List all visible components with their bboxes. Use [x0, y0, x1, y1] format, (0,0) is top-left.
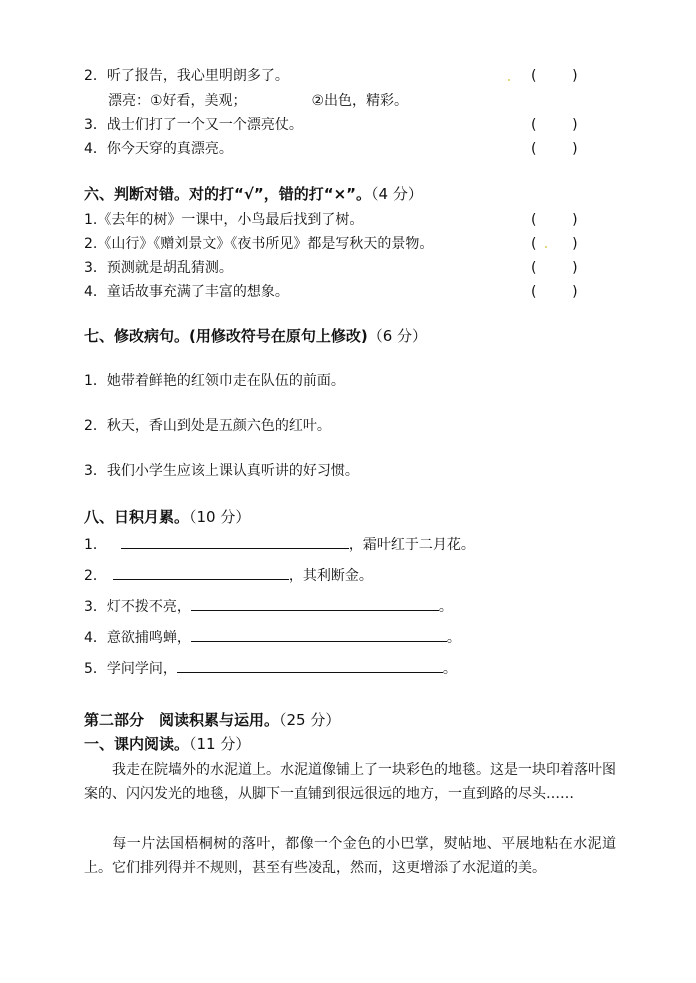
- answer-bracket: ( ): [531, 260, 578, 276]
- fill-item-5: [84, 658, 457, 679]
- answer-blank[interactable]: [191, 627, 447, 642]
- word-definition: [108, 91, 408, 111]
- answer-bracket: ( ): [531, 212, 578, 228]
- fill-item-1-number: 1．: [84, 537, 107, 553]
- question-item-2: 2．听了报告，我心里明朗多了。: [84, 68, 289, 84]
- answer-bracket: ( ): [531, 284, 578, 300]
- reading-paragraph-2: [84, 832, 616, 880]
- section-6-title: 六、判断对错。对的打“√”，错的打“×”。: [84, 185, 372, 203]
- section-6-heading: [84, 183, 423, 205]
- judge-item-1: 1.《去年的树》一课中，小鸟最后找到了树。: [84, 212, 364, 228]
- sentence-item-3: 3．我们小学生应该上课认真听讲的好习惯。: [84, 463, 359, 479]
- answer-bracket: ( ): [531, 68, 578, 84]
- section-6-points: （4 分）: [371, 185, 423, 203]
- reading-paragraph-2-text: 每一片法国梧桐树的落叶，都像一个金色的小巴掌，熨帖地、平展地粘在水泥道上。它们排列得并不规则，甚至有些凌乱，然而，这更增添了水泥道的美。: [84, 836, 616, 876]
- answer-blank[interactable]: [191, 596, 439, 611]
- section-8-heading: [84, 506, 250, 528]
- part-2-heading: [84, 709, 340, 731]
- question-item-4: 4．你今天穿的真漂亮。: [84, 141, 233, 157]
- definition-part-2: ②出色，精彩。: [311, 93, 409, 109]
- question-item-3: 3．战士们打了一个又一个漂亮仗。: [84, 117, 303, 133]
- scan-speck: [508, 79, 510, 81]
- section-7-title: 七、修改病句。(用修改符号在原句上修改): [84, 327, 368, 345]
- fill-item-5-text: 5．学问学问，: [84, 661, 177, 677]
- fill-item-1-text: ，霜叶红于二月花。: [348, 537, 475, 553]
- reading-paragraph-1-text: 我走在院墙外的水泥道上。水泥道像铺上了一块彩色的地毯。这是一块印着落叶图案的、闪闪发光的地毯，从脚下一直铺到很远很远的地方，一直到路的尽头……: [84, 762, 616, 802]
- section-7-points: （6 分）: [367, 327, 428, 345]
- reading-subheading: [84, 733, 250, 755]
- section-8-points: （10 分）: [189, 508, 251, 526]
- reading-points: （11 分）: [189, 735, 251, 753]
- judge-item-4: 4．童话故事充满了丰富的想象。: [84, 284, 289, 300]
- fill-item-3-text: 3．灯不拨不亮，: [84, 599, 191, 615]
- fill-item-2: [84, 565, 373, 586]
- end-mark: 。: [442, 661, 457, 677]
- answer-bracket: ( ): [531, 117, 578, 133]
- fill-item-4-text: 4．意欲捕鸣蝉，: [84, 630, 191, 646]
- part-2-title: 第二部分 阅读积累与运用。: [84, 711, 280, 729]
- reading-paragraph-1: [84, 758, 616, 806]
- part-2-points: （25 分）: [279, 711, 341, 729]
- fill-item-1: [84, 534, 475, 555]
- answer-blank[interactable]: [113, 565, 289, 580]
- fill-item-4: [84, 627, 461, 648]
- reading-title: 一、课内阅读。: [84, 735, 190, 753]
- fill-item-2-text: ，其利断金。: [288, 568, 373, 584]
- fill-item-2-number: 2．: [84, 568, 107, 584]
- section-7-heading: [84, 325, 427, 347]
- sentence-item-1: 1．她带着鲜艳的红领巾走在队伍的前面。: [84, 373, 345, 389]
- end-mark: 。: [438, 599, 453, 615]
- end-mark: 。: [446, 630, 461, 646]
- judge-item-2: 2.《山行》《赠刘景文》《夜书所见》都是写秋天的景物。: [84, 236, 434, 252]
- answer-bracket: ( ): [531, 141, 578, 157]
- answer-blank[interactable]: [177, 658, 443, 673]
- definition-part-1: 漂亮：①好看，美观；: [108, 93, 247, 109]
- judge-item-3: 3．预测就是胡乱猜测。: [84, 260, 233, 276]
- section-8-title: 八、日积月累。: [84, 508, 190, 526]
- fill-item-3: [84, 596, 453, 617]
- sentence-item-2: 2．秋天，香山到处是五颜六色的红叶。: [84, 418, 331, 434]
- answer-blank[interactable]: [121, 534, 349, 549]
- answer-bracket: ( ): [531, 236, 578, 252]
